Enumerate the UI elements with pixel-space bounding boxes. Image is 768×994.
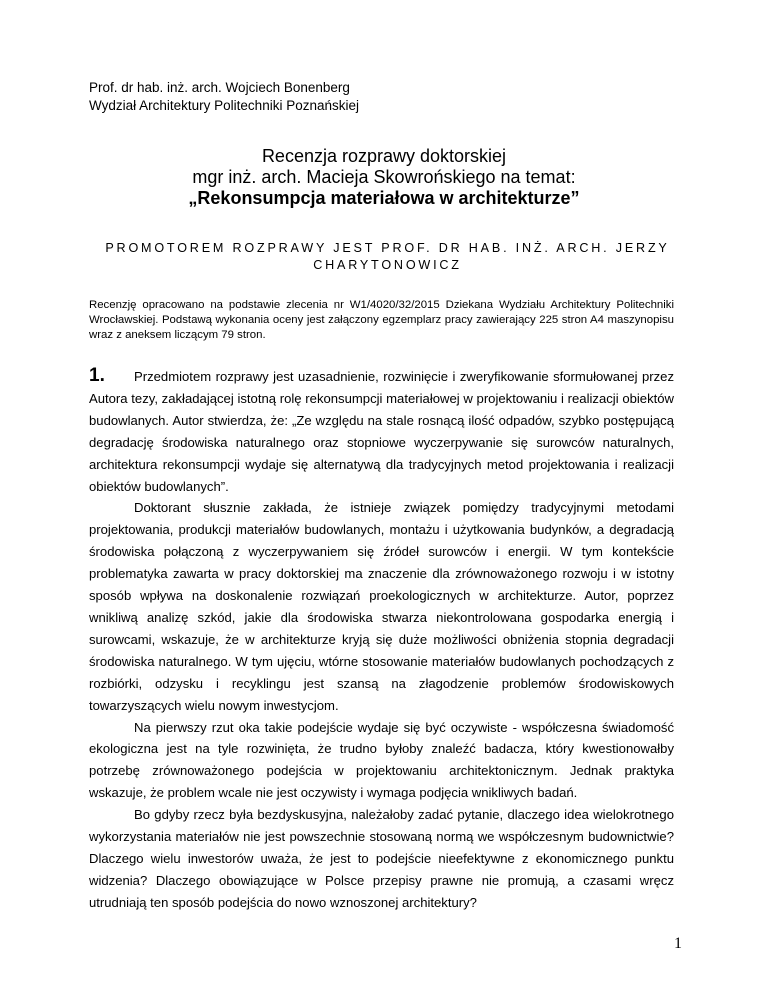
paragraph: Doktorant słusznie zakłada, że istnieje związek pomiędzy tradycyjnymi metodami projektowania, produkcji materiałów budowlanych, montażu i użytkowania budynków, a degradacją środowiska połączoną z wyczerpywaniem się źródeł surowców i energii. W tym kontekście problematyka zawarta w pracy doktorskiej ma znaczenie dla zrównoważonego rozwoju i w istotny sposób wpływa na doskonalenie rozwiązań proekologicznych w architekturze. Autor, poprzez wnikliwą analizę szkód, jakie dla środowiska stwarza niekontrolowana gospodarka energią i surowcami, wskazuje, że w architekturze kryją się duże możliwości obniżenia stopnia degradacji środowiska naturalnego. W tym ujęciu, wtórne stosowanie materiałów budowlanych pochodzących z rozbiórki, odzysku i recyklingu jest szansą na złagodzenie problemów środowiskowych towarzyszących wielu nowym inwestycjom. <box>89 500 674 713</box>
section-1 <box>89 366 674 914</box>
title-line-1: Recenzja rozprawy doktorskiej <box>261 146 507 166</box>
paragraph: 1. Przedmiotem rozprawy jest uzasadnienie, rozwinięcie i zweryfikowanie sformułowanej przez Autora tezy, zakładającej istotną rolę rekonsumpcji materiałowej w projektowaniu i realizacji obiektów budowlanych. Autor stwierdza, że: „Ze względu na stale rosnącą ilość odpadów, szybko postępującą degradację środowiska naturalnego oraz stopniowe wyczerpywanie się surowców naturalnych, architektura rekonsumpcji wydaje się alternatywą dla tradycyjnych metod projektowania i realizacji obiektów budowlanych”. <box>89 365 674 494</box>
author-name: Prof. dr hab. inż. arch. Wojciech Bonenberg <box>89 80 350 95</box>
title-thesis: „Rekonsumpcja materiałowa w architekturze” <box>188 188 580 208</box>
page-number: 1 <box>674 935 682 952</box>
title-block <box>0 146 768 209</box>
paragraph: Bo gdyby rzecz była bezdyskusyjna, należałoby zadać pytanie, dlaczego idea wielokrotnego wykorzystania materiałów nie jest powszechnie stosowaną normą we współczesnym budownictwie? Dlaczego wielu inwestorów uważa, że jest to podejście nieefektywne z ekonomicznego punktu widzenia? Dlaczego obowiązujące w Polsce przepisy prawne nie promują, a czasami wręcz utrudniają ten sposób podejścia do nowo wznoszonej architektury? <box>89 807 674 910</box>
paragraph: Na pierwszy rzut oka takie podejście wydaje się być oczywiste - współczesna świadomość ekologiczna jest na tyle rozwinięta, że trudno byłoby znaleźć badacza, który kwestionowałby potrzebę zrównoważonego podejścia w projektowaniu architektonicznym. Jednak praktyka wskazuje, że problem wcale nie jest oczywisty i wymaga podjęcia wnikliwych badań. <box>89 719 674 801</box>
author-affiliation: Wydział Architektury Politechniki Poznańskiej <box>89 98 359 113</box>
commission-note: Recenzję opracowano na podstawie zlecenia nr W1/4020/32/2015 Dziekana Wydziału Architektury Politechniki Wrocławskiej. Podstawą wykonania oceny jest załączony egzemplarz pracy zawierający 225 stron A4 maszynopisu wraz z aneksem liczącym 79 stron. <box>89 299 674 341</box>
promoter-line: PROMOTOREM ROZPRAWY JEST PROF. DR HAB. INŻ. ARCH. JERZY CHARYTONOWICZ <box>105 241 670 272</box>
section-number: 1. <box>89 365 105 386</box>
title-line-2: mgr inż. arch. Macieja Skowrońskiego na temat: <box>192 167 576 187</box>
author-block <box>89 79 359 115</box>
